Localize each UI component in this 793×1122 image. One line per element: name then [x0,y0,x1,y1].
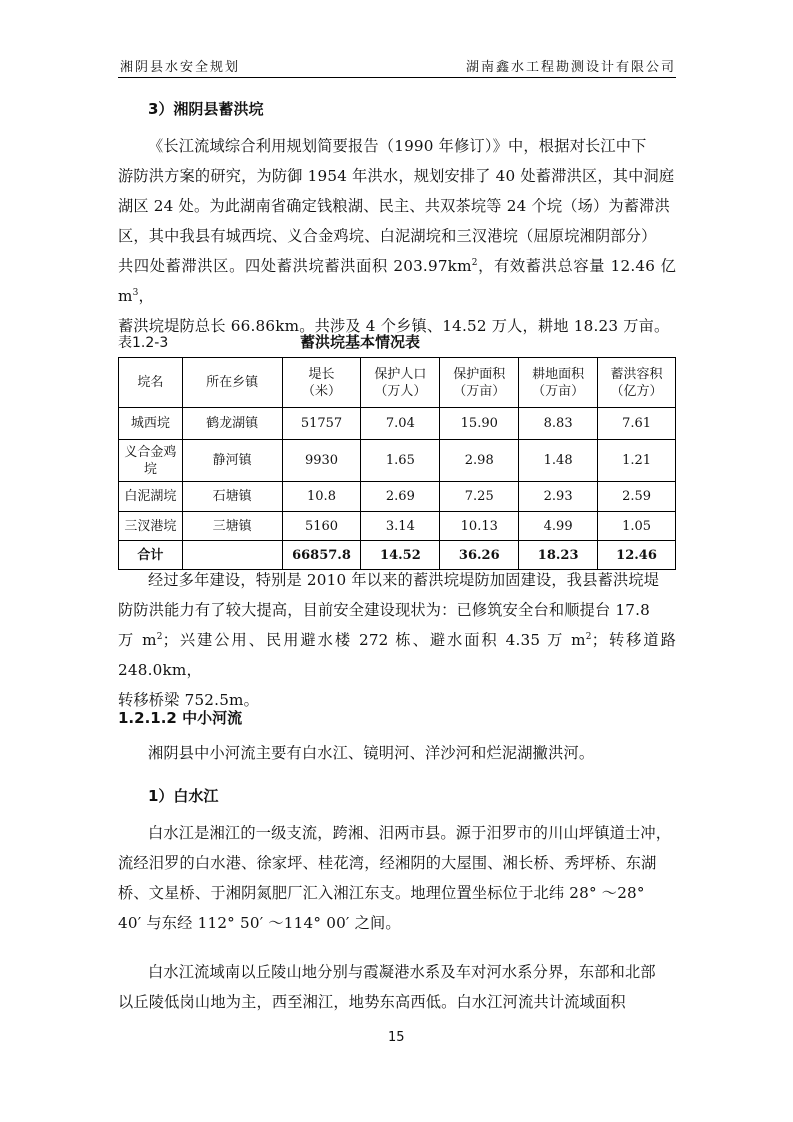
table-cell: 9930 [282,440,361,482]
table-cell: 石塘镇 [182,482,282,512]
table-cell: 1.21 [598,440,676,482]
para2-line: 转移桥梁 752.5m。 [118,691,260,709]
superscript: 3 [132,287,139,298]
table-cell: 15.90 [440,408,519,440]
table-cell: 静河镇 [182,440,282,482]
table-cell: 合计 [119,541,183,570]
header-text: （米） [301,383,341,399]
table-cell: 2.93 [519,482,598,512]
para1-line [118,251,676,311]
para5-line: 白水江流域南以丘陵山地分别与霞凝港水系及车对河水系分界，东部和北部 [148,963,656,981]
cell-text: 义合金鸡 [124,444,177,460]
para1-text: ， [138,287,154,305]
paragraph-rivers [118,738,676,768]
header-cell [182,358,282,408]
para2-line [118,625,676,685]
header-right-company: 湖南鑫水工程勘测设计有限公司 [465,60,676,75]
table-cell: 三塘镇 [182,512,282,541]
section-heading-3: 3）湘阴县蓄洪垸 [148,100,264,118]
para2-line: 经过多年建设，特别是 2010 年以来的蓄洪垸堤防加固建设，我县蓄洪垸堤 [148,571,660,589]
cell-text: 垸 [143,461,157,477]
header-text: （万亩） [453,383,506,399]
header-cell [519,358,598,408]
header-cell [282,358,361,408]
table-cell: 鹤龙湖镇 [182,408,282,440]
table-cell: 2.69 [361,482,440,512]
para4-line: 流经汨罗的白水港、徐家坪、桂花湾，经湘阴的大屋围、湘长桥、秀坪桥、东湖 [118,854,657,872]
table-cell: 12.46 [598,541,676,570]
table-cell: 2.59 [598,482,676,512]
table-cell: 14.52 [361,541,440,570]
header-text: 所在乡镇 [206,375,259,390]
table-cell: 51757 [282,408,361,440]
table-row [119,440,676,482]
table-cell: 城西垸 [119,408,183,440]
page-number: 15 [388,1030,405,1045]
para1-line: 区，其中我县有城西垸、义合金鸡垸、白泥湖垸和三汊港垸（屈原垸湘阴部分） [118,227,657,245]
table-cell: 1.65 [361,440,440,482]
header-cell [440,358,519,408]
para4-line: 桥、文星桥、于湘阴氮肥厂汇入湘江东支。地理位置坐标位于北纬 28° ～28° [118,884,645,902]
paragraph-construction [118,565,676,715]
paragraph-storage-areas [118,131,676,341]
section-heading-1212: 1.2.1.2 中小河流 [118,709,243,727]
superscript: 2 [471,257,478,268]
table-cell: 7.04 [361,408,440,440]
para1-line: 蓄洪垸堤防总长 66.86km。共涉及 4 个乡镇、14.52 万人，耕地 18.23 万亩。 [118,317,670,335]
para3-line: 湘阴县中小河流主要有白水江、镜明河、洋沙河和烂泥湖撇洪河。 [148,744,595,762]
table-cell: 10.8 [282,482,361,512]
superscript: 2 [585,631,592,642]
table-row [119,482,676,512]
header-text: 耕地面积 [532,366,585,382]
table-row [119,512,676,541]
table-cell [119,440,183,482]
para1-text: 共四处蓄滞洪区。四处蓄洪垸蓄洪面积 203.97km [118,257,472,275]
table-number: 表1.2-3 [118,335,169,351]
header-left-title: 湘阴县水安全规划 [120,60,241,75]
header-text: （亿方） [610,383,663,399]
para2-text: 万 m [118,631,157,649]
table-row [119,408,676,440]
para2-text: ；转移道路 248.0km， [118,631,676,679]
header-text: 保护人口 [374,366,427,382]
header-cell [598,358,676,408]
header-text: 堤长 [308,366,335,382]
paragraph-baishuijiang [118,818,676,938]
para1-text: ，有效蓄洪总容量 12.46 亿 m [118,257,676,305]
table-cell: 36.26 [440,541,519,570]
para1-line: 《长江流域综合利用规划简要报告（1990 年修订）》中，根据对长江中下 [148,137,647,155]
header-text: 蓄洪容积 [610,366,663,382]
header-text: （万人） [374,383,427,399]
header-text: （万亩） [532,383,585,399]
table-cell: 3.14 [361,512,440,541]
para1-line: 游防洪方案的研究，为防御 1954 年洪水，规划安排了 40 处蓄滞洪区，其中洞庭 [118,167,675,185]
header-cell [119,358,183,408]
para1-line: 湖区 24 处。为此湖南省确定钱粮湖、民主、共双茶垸等 24 个垸（场）为蓄滞洪 [118,197,670,215]
para4-line: 白水江是湘江的一级支流，跨湘、汨两市县。源于汨罗市的川山坪镇道士冲， [148,824,672,842]
table-cell: 1.05 [598,512,676,541]
header-text: 垸名 [137,375,164,390]
table-cell: 18.23 [519,541,598,570]
table-cell: 8.83 [519,408,598,440]
table-cell: 7.61 [598,408,676,440]
para4-line: 40′ 与东经 112° 50′ ～114° 00′ 之间。 [118,914,401,932]
table-cell: 白泥湖垸 [119,482,183,512]
storage-area-table [118,357,676,570]
section-heading-1: 1）白水江 [148,787,219,805]
table-cell: 5160 [282,512,361,541]
table-cell: 7.25 [440,482,519,512]
table-header-row [119,358,676,408]
superscript: 2 [156,631,163,642]
table-cell: 66857.8 [282,541,361,570]
table-cell: 2.98 [440,440,519,482]
para2-text: ；兴建公用、民用避水楼 272 栋、避水面积 4.35 万 m [162,631,586,649]
page-header [118,52,676,78]
table-cell: 三汊港垸 [119,512,183,541]
paragraph-basin [118,957,676,1017]
table-title: 蓄洪垸基本情况表 [300,333,421,351]
table-cell: 10.13 [440,512,519,541]
table-cell: 4.99 [519,512,598,541]
header-text: 保护面积 [453,366,506,382]
header-cell [361,358,440,408]
para5-line: 以丘陵低岗山地为主，西至湘江，地势东高西低。白水江河流共计流域面积 [118,993,626,1011]
para2-line: 防防洪能力有了较大提高，目前安全建设现状为：已修筑安全台和顺提台 17.8 [118,601,651,619]
table-cell: 1.48 [519,440,598,482]
